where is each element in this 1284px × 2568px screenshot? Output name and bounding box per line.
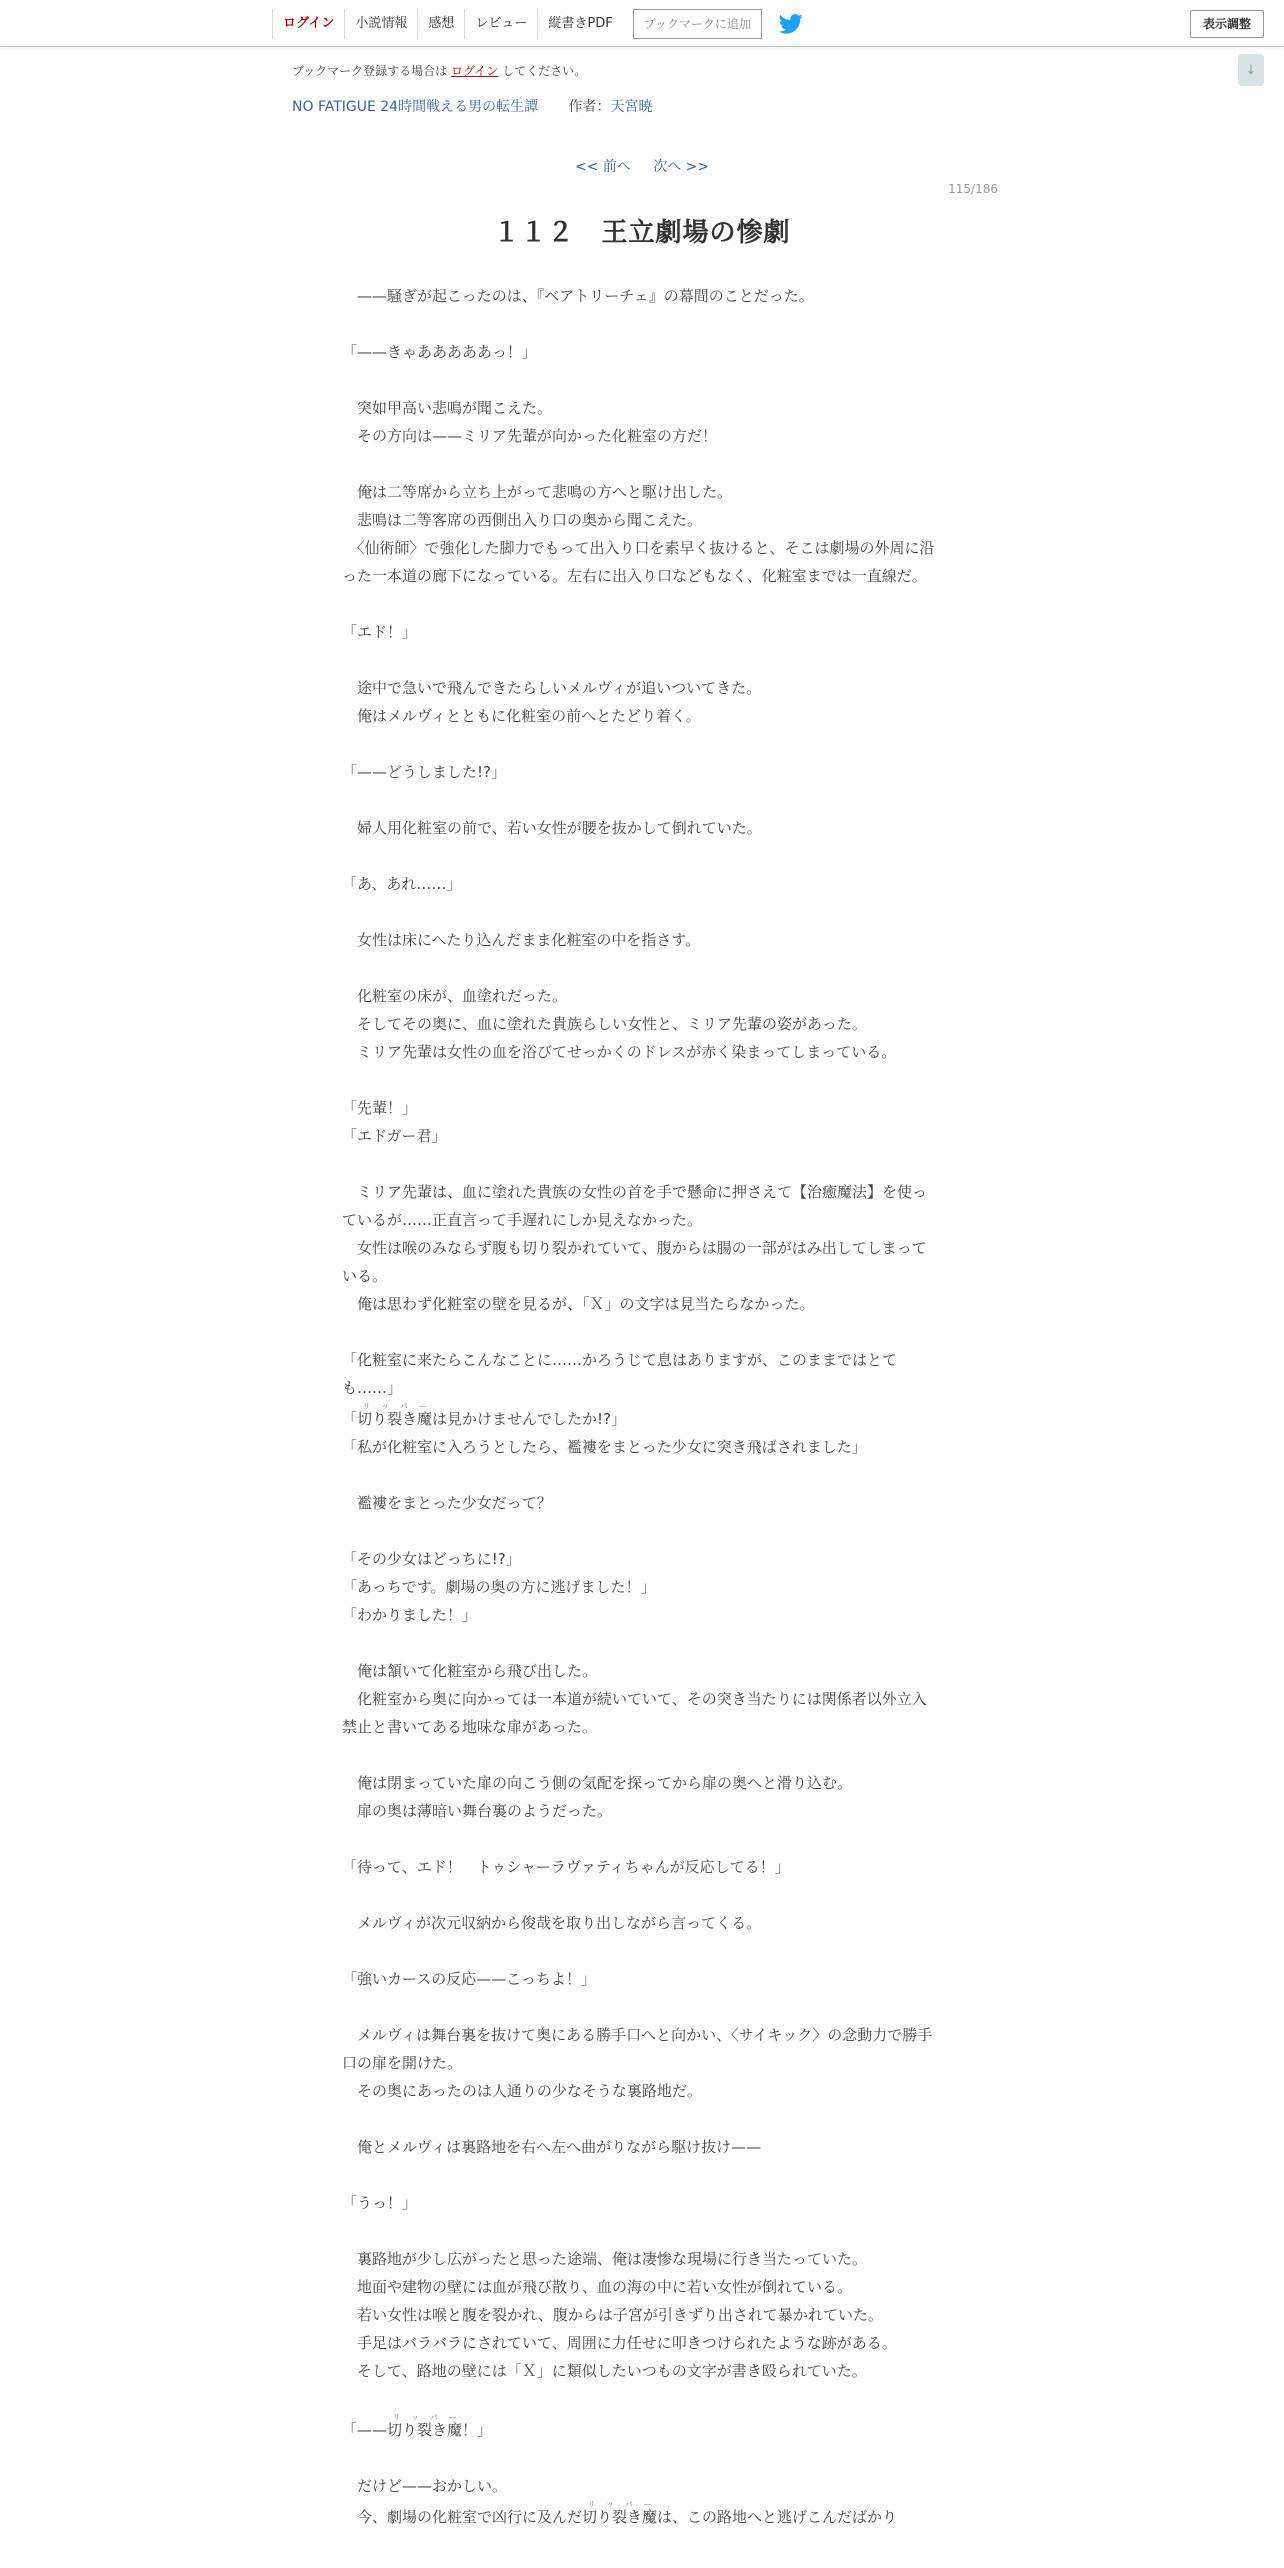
ruby-annotation <box>387 2413 463 2439</box>
novel-paragraph: 俺はメルヴィとともに化粧室の前へとたどり着く。 <box>342 707 701 725</box>
novel-paragraph: 女性は床にへたり込んだまま化粧室の中を指さす。 <box>342 931 701 949</box>
novel-paragraph: 俺は閉まっていた扉の向こう側の気配を探ってから扉の奥へと滑り込む。 <box>342 1774 853 1792</box>
novel-paragraph: 「先輩！」 <box>342 1099 418 1117</box>
novel-paragraph: 俺は頷いて化粧室から飛び出した。 <box>342 1662 598 1680</box>
novel-paragraph: ミリア先輩は女性の血を浴びてせっかくのドレスが赤く染まってしまっている。 <box>342 1043 897 1061</box>
top-nav-bar <box>0 0 1284 47</box>
display-adjust-button[interactable]: 表示調整 <box>1190 10 1264 38</box>
novel-paragraph: 襤褸をまとった少女だって？ <box>342 1494 552 1512</box>
novel-paragraph: 扉の奥は薄暗い舞台裏のようだった。 <box>342 1802 613 1820</box>
blank-line <box>342 2105 937 2133</box>
novel-paragraph: 化粧室の床が、血塗れだった。 <box>342 987 568 1005</box>
blank-line <box>342 1150 937 1178</box>
blank-line <box>342 1741 937 1769</box>
chapter-pager <box>0 156 1284 176</box>
novel-paragraph: 俺とメルヴィは裏路地を右へ左へ曲がりながら駆け抜け—— <box>342 2138 762 2156</box>
novel-paragraph: ——騒ぎが起こったのは、『ベアトリーチェ』の幕間のことだった。 <box>342 287 814 305</box>
twitter-bird-icon[interactable] <box>778 11 804 37</box>
blank-line <box>342 842 937 870</box>
paragraph-text: 今、劇場の化粧室で凶行に及んだ <box>342 2508 583 2526</box>
nav-login-link[interactable]: ログイン <box>272 9 344 39</box>
novel-paragraph: 手足はバラバラにされていて、周囲に力任せに叩きつけられたような跡がある。 <box>342 2334 897 2352</box>
blank-line <box>342 2161 937 2189</box>
blank-line <box>342 646 937 674</box>
scroll-down-arrow-icon[interactable]: ↓ <box>1238 54 1264 86</box>
ruby-reading: リッパー <box>582 2500 658 2509</box>
bookmark-notice-text-end: してください。 <box>502 64 587 78</box>
novel-paragraph: そしてその奥に、血に塗れた貴族らしい女性と、ミリア先輩の姿があった。 <box>342 1015 867 1033</box>
novel-paragraph: その方向は——ミリア先輩が向かった化粧室の方だ！ <box>342 427 718 445</box>
novel-paragraph: 俺は思わず化粧室の壁を見るが、「Ｘ」の文字は見当たらなかった。 <box>342 1295 815 1313</box>
ruby-base: 切り裂き魔 <box>357 1410 433 1428</box>
ruby-annotation <box>357 1402 433 1428</box>
novel-paragraph: 「わかりました！」 <box>342 1606 478 1624</box>
ruby-reading: リッパー <box>387 2413 463 2422</box>
blank-line <box>342 310 937 338</box>
novel-paragraph: 「強いカースの反応——こっちよ！」 <box>342 1970 596 1988</box>
ruby-reading: リッパー <box>357 1402 433 1411</box>
paragraph-text: は、この路地へと逃げこんだばかり <box>657 2508 898 2526</box>
next-chapter-link[interactable]: 次へ >> <box>653 159 710 175</box>
ruby-base: 切り裂き魔 <box>387 2421 463 2439</box>
bookmark-add-button[interactable]: ブックマークに追加 <box>633 9 762 39</box>
novel-paragraph: だけど——おかしい。 <box>342 2477 508 2495</box>
novel-paragraph: 突如甲高い悲鳴が聞こえた。 <box>342 399 553 417</box>
paragraph-text: は見かけませんでしたか!?」 <box>432 1410 627 1428</box>
blank-line <box>342 1993 937 2021</box>
author-link[interactable]: 天宮暁 <box>610 99 653 115</box>
chapter-title: １１２ 王立劇場の惨劇 <box>493 218 791 248</box>
paragraph-text: ！」 <box>462 2421 493 2439</box>
blank-line <box>342 2444 937 2472</box>
blank-line <box>342 730 937 758</box>
blank-line <box>342 2217 937 2245</box>
bookmark-login-link[interactable]: ログイン <box>451 64 499 78</box>
blank-line <box>342 898 937 926</box>
novel-paragraph <box>342 1402 937 1433</box>
novel-paragraph <box>342 2413 937 2444</box>
novel-paragraph: メルヴィが次元収納から俊哉を取り出しながら言ってくる。 <box>342 1914 762 1932</box>
nav-impressions-link[interactable]: 感想 <box>417 9 464 39</box>
blank-line <box>342 1629 937 1657</box>
nav-novel-info-link[interactable]: 小説情報 <box>344 9 417 39</box>
novel-paragraph: 「エド！」 <box>342 623 418 641</box>
novel-paragraph: 女性は喉のみならず腹も切り裂かれていて、腹からは腸の一部がはみ出してしまっている。 <box>342 1239 927 1285</box>
blank-line <box>342 450 937 478</box>
novel-paragraph: 「待って、エド！ トゥシャーラヴァティちゃんが反応してる！」 <box>342 1858 790 1876</box>
novel-paragraph: ミリア先輩は、血に塗れた貴族の女性の首を手で懸命に押さえて【治癒魔法】を使っているが……正直言って手遅れにしか見えなかった。 <box>342 1183 928 1229</box>
novel-paragraph: そして、路地の壁には「Ｘ」に類似したいつもの文字が書き殴られていた。 <box>342 2362 867 2380</box>
blank-line <box>342 1066 937 1094</box>
novel-paragraph: 婦人用化粧室の前で、若い女性が腰を抜かして倒れていた。 <box>342 819 762 837</box>
novel-paragraph: 「うっ！」 <box>342 2194 418 2212</box>
novel-paragraph: 俺は二等席から立ち上がって悲鳴の方へと駆け出した。 <box>342 483 733 501</box>
bookmark-login-notice <box>292 62 586 79</box>
blank-line <box>342 590 937 618</box>
blank-line <box>342 1881 937 1909</box>
prev-chapter-link[interactable]: << 前へ <box>574 159 631 175</box>
nav-review-link[interactable]: レビュー <box>464 9 537 39</box>
ruby-annotation <box>582 2500 658 2526</box>
novel-paragraph: その奥にあったのは人通りの少なそうな裏路地だ。 <box>342 2082 702 2100</box>
ruby-base: 切り裂き魔 <box>582 2508 658 2526</box>
blank-line <box>342 2385 937 2413</box>
nav-vertical-pdf-link[interactable]: 縦書きPDF <box>537 9 622 39</box>
series-title-link[interactable]: NO FATIGUE 24時間戦える男の転生譚 <box>292 99 539 115</box>
novel-paragraph: 若い女性は喉と腹を裂かれ、腹からは子宮が引きずり出されて暴かれていた。 <box>342 2306 883 2324</box>
novel-paragraph: 裏路地が少し広がったと思った途端、俺は凄惨な現場に行き当たっていた。 <box>342 2250 868 2268</box>
novel-paragraph: 「あ、あれ……」 <box>342 875 462 893</box>
novel-paragraph: 「——どうしました!?」 <box>342 763 506 781</box>
blank-line <box>342 1517 937 1545</box>
blank-line <box>342 1461 937 1489</box>
novel-paragraph: メルヴィは舞台裏を抜けて奥にある勝手口へと向かい、〈サイキック〉の念動力で勝手口の扉を開けた。 <box>342 2026 933 2072</box>
bookmark-notice-text: ブックマーク登録する場合は <box>292 64 448 78</box>
novel-body <box>342 282 937 2531</box>
blank-line <box>342 366 937 394</box>
novel-paragraph: 「——きゃあああああっ！」 <box>342 343 537 361</box>
paragraph-text: 「 <box>342 1410 358 1428</box>
blank-line <box>342 1937 937 1965</box>
novel-paragraph: 途中で急いで飛んできたらしいメルヴィが追いついてきた。 <box>342 679 762 697</box>
novel-paragraph <box>342 2500 937 2531</box>
series-info <box>292 96 653 116</box>
blank-line <box>342 1318 937 1346</box>
novel-paragraph: 悲鳴は二等客席の西側出入り口の奥から聞こえた。 <box>342 511 703 529</box>
blank-line <box>342 954 937 982</box>
main-nav <box>272 9 804 39</box>
novel-paragraph: 地面や建物の壁には血が飛び散り、血の海の中に若い女性が倒れている。 <box>342 2278 853 2296</box>
novel-paragraph: 〈仙術師〉で強化した脚力でもって出入り口を素早く抜けると、そこは劇場の外周に沿った一本道の廊下になっている。左右に出入り口などもなく、化粧室までは一直線だ。 <box>342 539 935 585</box>
author-label: 作者： <box>568 99 611 115</box>
novel-paragraph: 「あっちです。劇場の奥の方に逃げました！」 <box>342 1578 656 1596</box>
blank-line <box>342 786 937 814</box>
chapter-counter: 115/186 <box>948 182 998 196</box>
novel-paragraph: 「化粧室に来たらこんなことに……かろうじて息はありますが、このままではとても……」 <box>342 1351 898 1397</box>
blank-line <box>342 1825 937 1853</box>
paragraph-text: 「—— <box>342 2421 388 2439</box>
novel-paragraph: 「エドガー君」 <box>342 1127 447 1145</box>
novel-paragraph: 化粧室から奥に向かっては一本道が続いていて、その突き当たりには関係者以外立入禁止と書いてある地味な扉があった。 <box>342 1690 927 1736</box>
novel-paragraph: 「その少女はどっちに!?」 <box>342 1550 521 1568</box>
novel-paragraph: 「私が化粧室に入ろうとしたら、襤褸をまとった少女に突き飛ばされました」 <box>342 1438 867 1456</box>
